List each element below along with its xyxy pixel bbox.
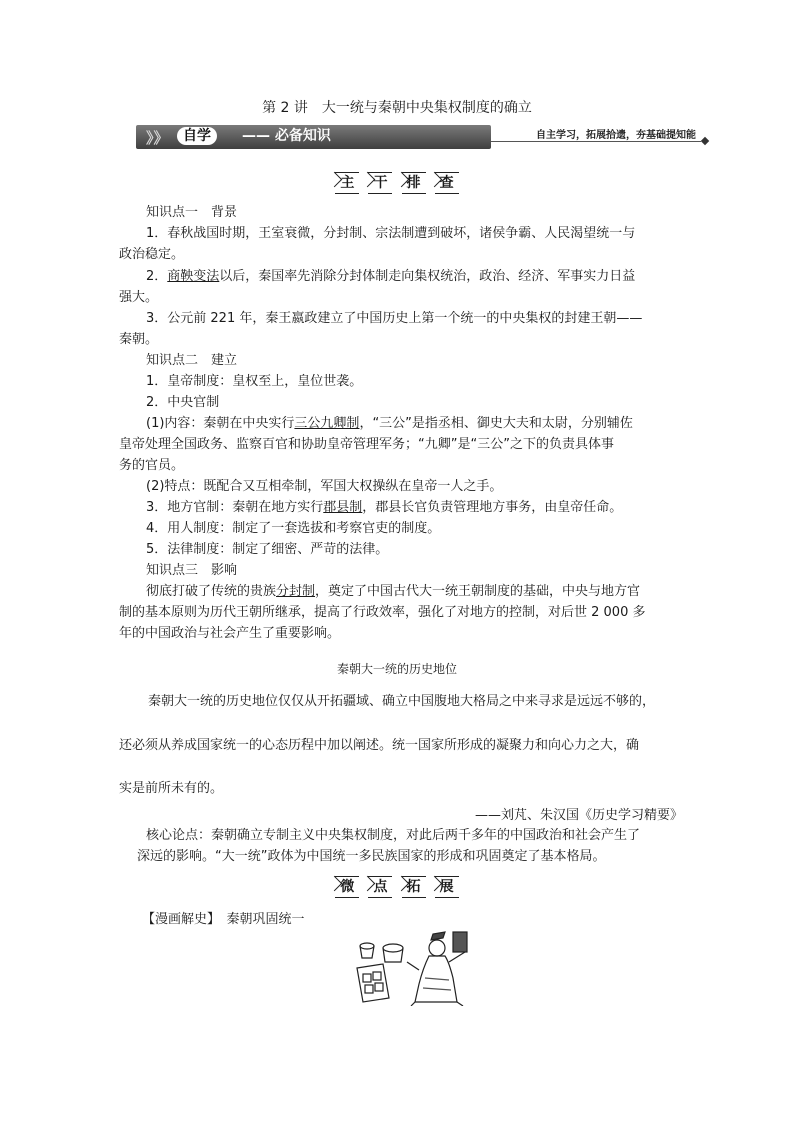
quote-title: 秦朝大一统的历史地位: [336, 662, 457, 676]
section-char: 排: [402, 172, 426, 194]
kp2-item3: [146, 497, 622, 518]
kp3-line1-pre: 彻底打破了传统的贵族: [146, 584, 277, 599]
section-heading-extend: [0, 876, 794, 898]
kp3-line2: 制的基本原则为历代王朝所继承，提高了行政效率，强化了对地方的控制，对后世 2 000 多: [119, 605, 646, 620]
kp3-line1-term: 分封制: [276, 584, 316, 599]
kp1-item2-text: 以后，秦国率先消除分封体制走向集权统治，政治、经济、军事实力日益: [219, 269, 636, 284]
kp2-content-line1: [146, 413, 633, 434]
diamond-icon: [701, 137, 709, 145]
quote-source: ——刘芃、朱汉国《历史学习精要》: [475, 808, 684, 823]
banner-pill: 自学: [177, 127, 217, 145]
core-point-line2: 深远的影响。“大一统”政体为中国统一多民族国家的形成和巩固奠定了基本格局。: [137, 849, 606, 864]
kp2-item4: 4．用人制度：制定了一套选拔和考察官吏的制度。: [146, 521, 441, 536]
banner-rule: [491, 141, 701, 142]
self-study-banner: [136, 124, 710, 150]
kp2-content-line3: 务的官员。: [119, 458, 185, 473]
banner-title: —— 必备知识: [242, 128, 331, 144]
quote-line2: 还必须从养成国家统一的心态历程中加以阐述。统一国家所形成的凝聚力和向心力之大，确: [119, 738, 640, 753]
cartoon-label: 【漫画解史】 秦朝巩固统一: [142, 912, 305, 927]
kp1-item1-line2: 政治稳定。: [119, 247, 185, 262]
kp2-item3-label: 3．地方官制：秦朝在地方实行: [146, 500, 324, 515]
section-char: 查: [435, 172, 459, 194]
section-char: 点: [368, 876, 392, 898]
kp1-heading: 知识点一 背景: [146, 205, 238, 220]
kp2-content-line2: 皇帝处理全国政务、监察百官和协助皇帝管理军务；“九卿”是“三公”之下的负责具体事: [119, 437, 614, 452]
section-char: 拓: [402, 876, 426, 898]
section-char: 主: [335, 172, 359, 194]
kp3-heading: 知识点三 影响: [146, 563, 238, 578]
kp1-item3-line2: 秦朝。: [119, 332, 159, 347]
kp3-line1: [146, 581, 640, 602]
kp1-item2-line1: [146, 266, 635, 287]
kp2-item1: 1．皇帝制度：皇权至上，皇位世袭。: [146, 374, 363, 389]
kp2-item2: 2．中央官制: [146, 395, 220, 410]
kp2-content-label: (1)内容：秦朝在中央实行: [146, 416, 295, 431]
kp3-line1-post: ，奠定了中国古代大一统王朝制度的基础，中央与地方官: [315, 584, 641, 599]
kp1-item2-num: 2．: [146, 269, 168, 284]
kp1-item1-line1: 1．春秋战国时期，王室衰微，分封制、宗法制遭到破坏，诸侯争霸、人民渴望统一与: [146, 226, 636, 241]
lecture-title: 第 2 讲 大一统与秦朝中央集权制度的确立: [262, 100, 532, 116]
kp2-heading: 知识点二 建立: [146, 353, 238, 368]
kp2-content-text: ，“三公”是指丞相、御史大夫和太尉，分别辅佐: [359, 416, 633, 431]
quote-line1: 秦朝大一统的历史地位仅仅从开拓疆域、确立中国腹地大格局之中来寻求是远远不够的，: [148, 694, 656, 709]
core-point-line1: 核心论点：秦朝确立专制主义中央集权制度，对此后两千多年的中国政治和社会产生了: [146, 828, 641, 843]
cartoon-image: [353, 928, 471, 1006]
kp2-item5: 5．法律制度：制定了细密、严苛的法律。: [146, 542, 389, 557]
section-heading-main: [0, 172, 794, 194]
kp2-item3-term: 郡县制: [323, 500, 363, 515]
kp2-feature: (2)特点：既配合又互相牵制，军国大权操纵在皇帝一人之手。: [146, 479, 503, 494]
chevron-right-icon: 》》: [146, 129, 169, 147]
banner-motto: 自主学习，拓展拾遗，夯基础提知能: [536, 130, 696, 141]
kp2-item3-text: ，郡县长官负责管理地方事务，由皇帝任命。: [362, 500, 623, 515]
section-char: 干: [368, 172, 392, 194]
kp1-item3-line1: 3．公元前 221 年，秦王嬴政建立了中国历史上第一个统一的中央集权的封建王朝——: [146, 311, 643, 326]
kp3-line3: 年的中国政治与社会产生了重要影响。: [119, 626, 341, 641]
kp2-content-term: 三公九卿制: [294, 416, 360, 431]
kp1-item2-term: 商鞅变法: [167, 269, 220, 284]
kp1-item2-line2: 强大。: [119, 290, 159, 305]
section-char: 展: [435, 876, 459, 898]
quote-line3: 实是前所未有的。: [119, 781, 224, 796]
section-char: 微: [335, 876, 359, 898]
